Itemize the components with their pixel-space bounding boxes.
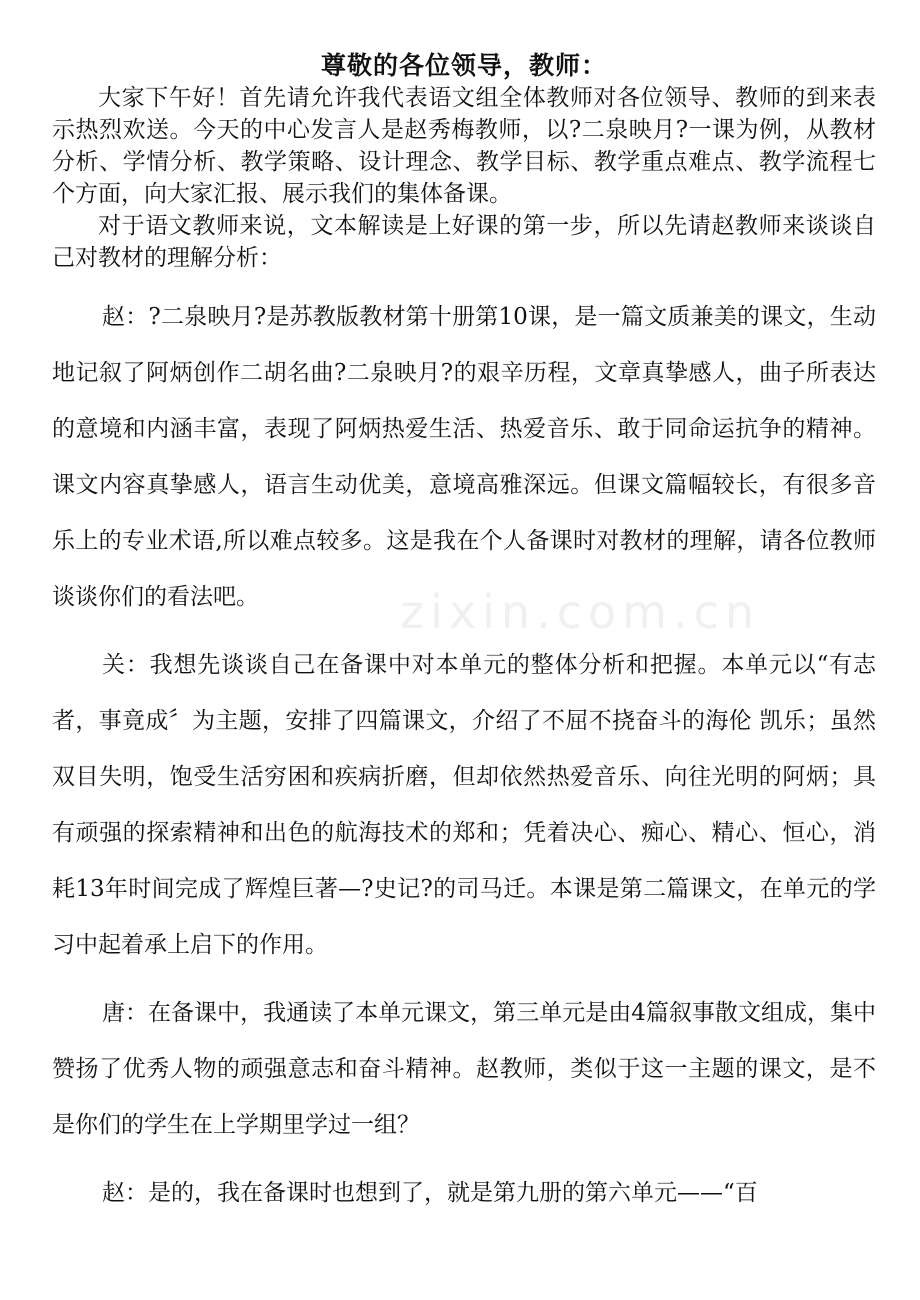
discussion-section bbox=[52, 289, 876, 1221]
discussion-paragraph-tang: 唐：在备课中，我通读了本单元课文，第三单元是由4篇叙事散文组成，集中赞扬了优秀人物的顽强意志和奋斗精神。赵教师，类似于这一主题的课文，是不是你们的学生在上学期里学过一组？ bbox=[52, 1000, 876, 1138]
intro-section bbox=[52, 82, 876, 274]
document-title: 尊敬的各位领导，教师： bbox=[320, 51, 607, 80]
intro-paragraph-welcome: 大家下午好！首先请允许我代表语文组全体教师对各位领导、教师的到来表示热烈欢送。今天的中心发言人是赵秀梅教师，以?二泉映月?一课为例，从教材分析、学情分析、教学策略、设计理念、教学目标、教学重点难点、教学流程七个方面，向大家汇报、展示我们的集体备课。 bbox=[52, 85, 876, 207]
discussion-paragraph-guan: 关：我想先谈谈自己在备课中对本单元的整体分析和把握。本单元以“有志者，事竟成〞为主题，安排了四篇课文，介绍了不屈不挠奋斗的海伦 凯乐；虽然双目失明，饱受生活穷困和疾病折磨，但却依然热爱音乐、向往光明的阿炳；具有顽强的探索精神和出色的航海技术的郑和；凭着决心、痴心、精心、恒心，消耗13年时间完成了辉煌巨著—?史记?的司马迁。本课是第二篇课文，在单元的学习中起着承上启下的作用。 bbox=[52, 652, 876, 958]
discussion-paragraph-zhao: 赵：?二泉映月?是苏教版教材第十册第10课，是一篇文质兼美的课文，生动地记叙了阿炳创作二胡名曲?二泉映月?的艰辛历程，文章真挚感人，曲子所表达的意境和内涵丰富，表现了阿炳热爱生活、热爱音乐、敢于同命运抗争的精神。课文内容真挚感人，语言生动优美，意境高雅深远。但课文篇幅较长，有很多音乐上的专业术语,所以难点较多。这是我在个人备课时对教材的理解，请各位教师谈谈你们的看法吧。 bbox=[52, 304, 876, 610]
document-page bbox=[52, 0, 876, 1233]
watermark: zixin.com.cn bbox=[400, 585, 761, 639]
discussion-paragraph-zhao-reply: 赵：是的，我在备课时也想到了，就是第九册的第六单元——“百 bbox=[102, 1180, 758, 1206]
intro-paragraph-transition: 对于语文教师来说，文本解读是上好课的第一步，所以先请赵教师来谈谈自己对教材的理解分析： bbox=[52, 213, 876, 271]
